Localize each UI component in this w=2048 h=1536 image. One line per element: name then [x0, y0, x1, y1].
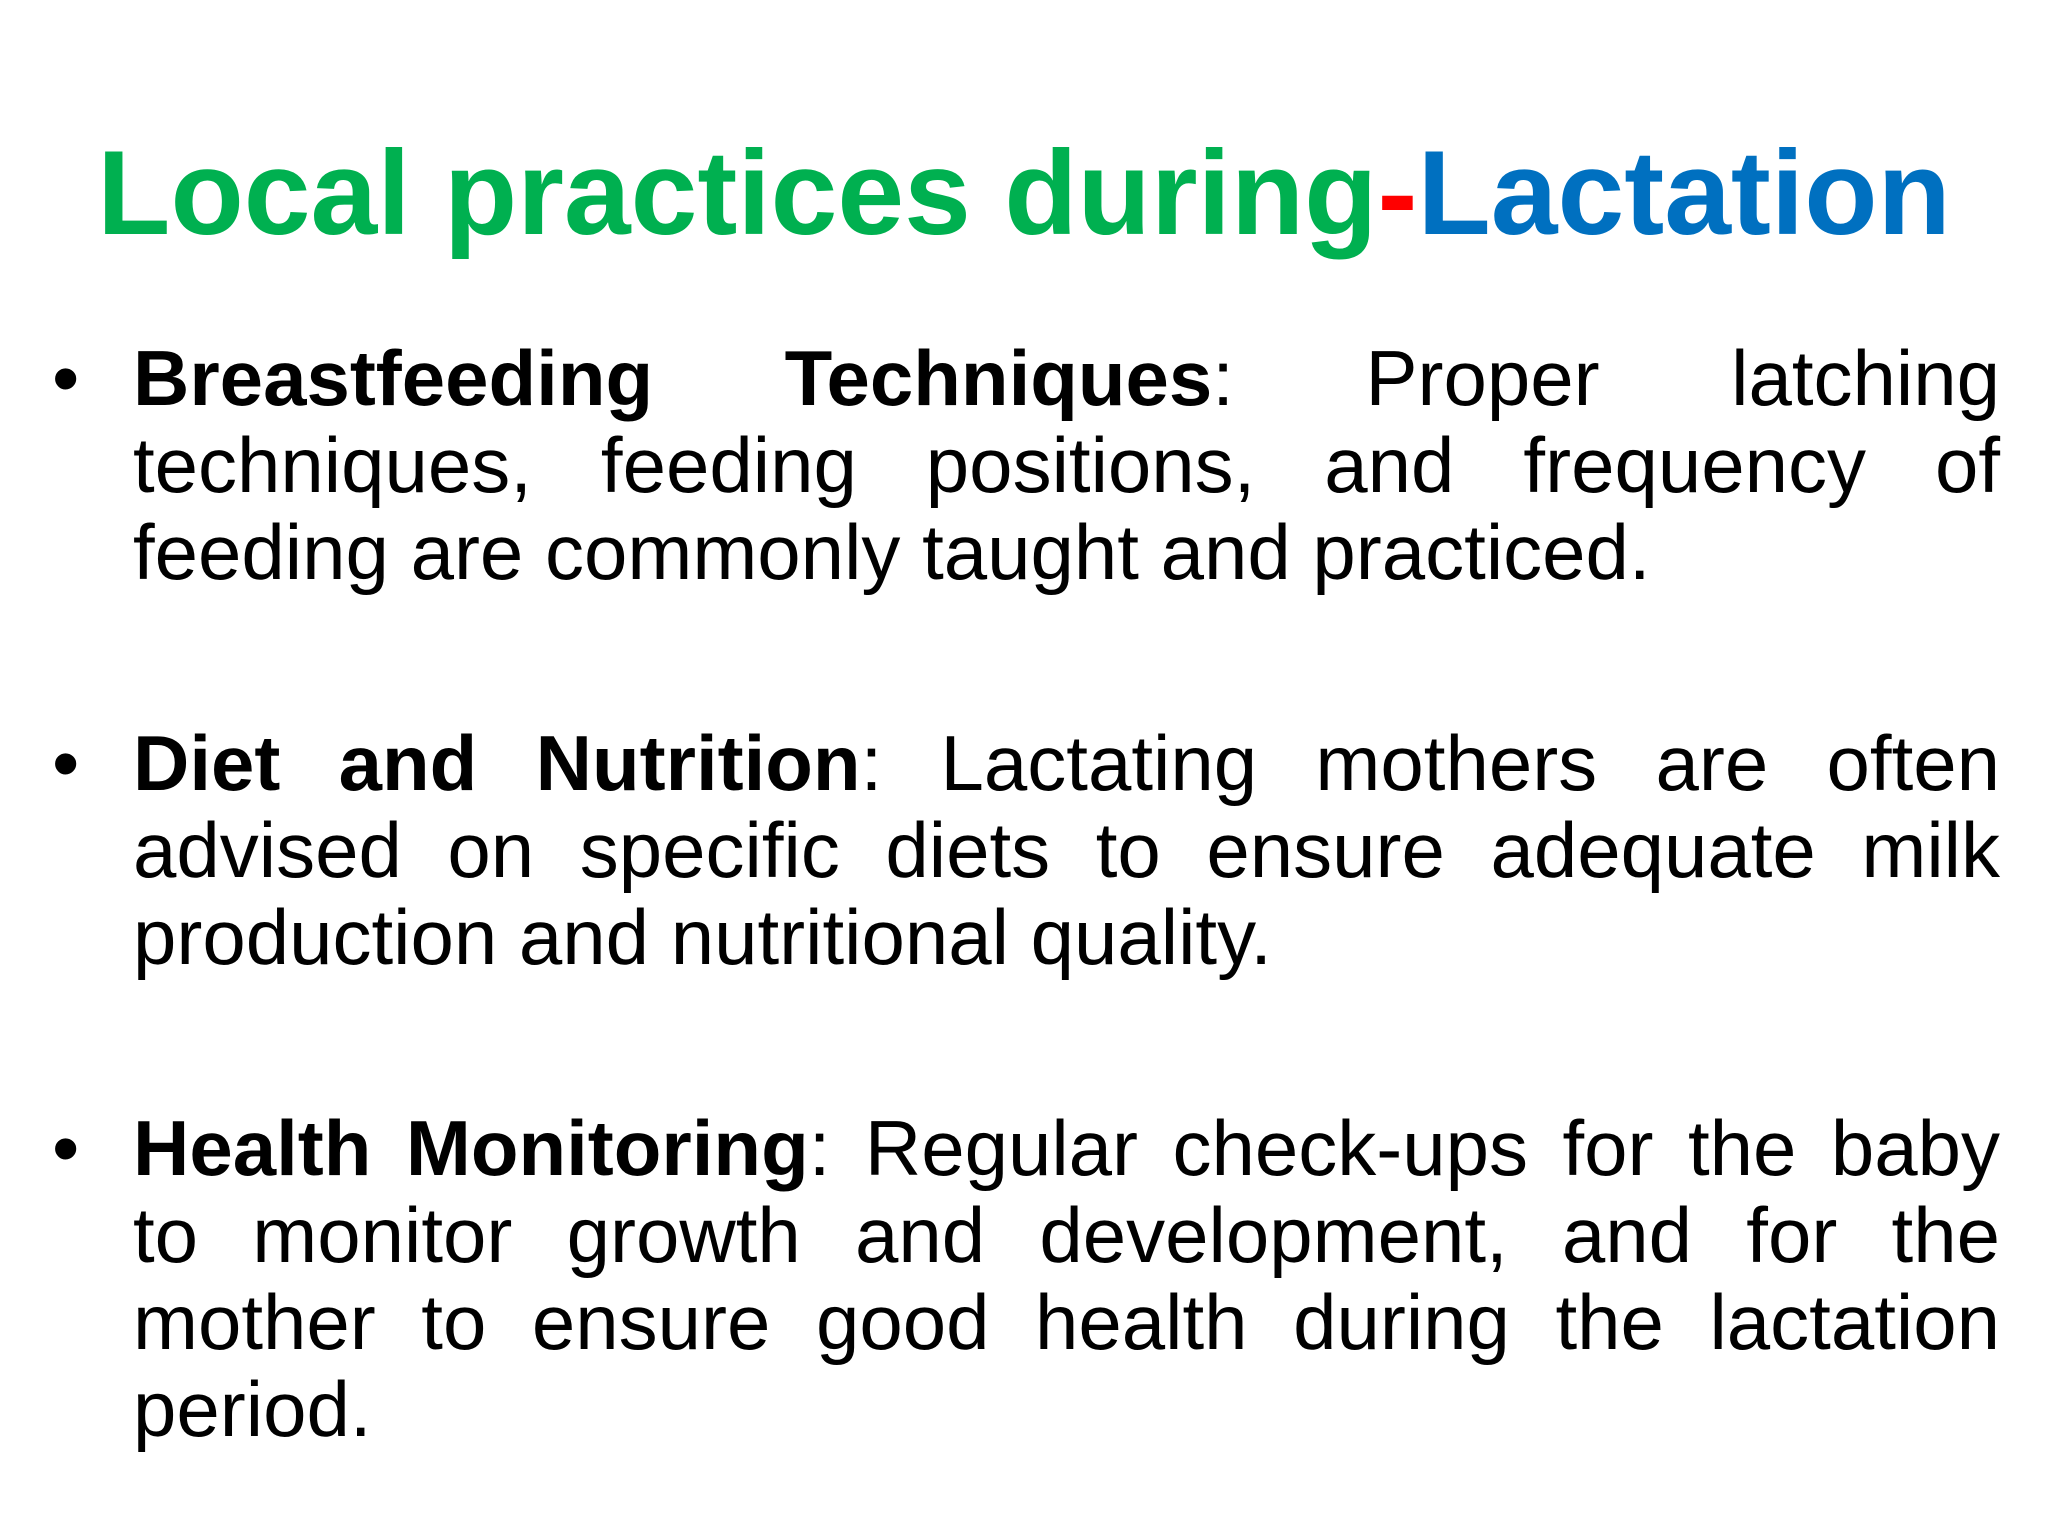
bullet-item-breastfeeding [50, 335, 2000, 596]
bullet-icon: • [52, 1104, 80, 1192]
bullet-colon: : [808, 1104, 831, 1192]
title-part-green: Local practices during [97, 126, 1378, 260]
bullet-term: Breastfeeding Techniques [133, 334, 1213, 422]
title-separator: - [1377, 126, 1418, 260]
title-part-blue: Lactation [1417, 126, 1951, 260]
bullet-term: Health Monitoring [133, 1104, 809, 1192]
bullet-list [50, 335, 2000, 1453]
bullet-colon: : [1212, 334, 1234, 422]
bullet-colon: : [860, 719, 883, 807]
bullet-text: Regular check-ups for the baby to monitor growth and development, and for the mother to ensure good health during the lactation period. [133, 1104, 2000, 1453]
slide-title [0, 128, 2048, 258]
bullet-icon: • [52, 334, 80, 422]
bullet-item-diet [50, 720, 2000, 981]
bullet-text: Proper latching techniques, feeding positions, and frequency of feeding are commonly taught and practiced. [133, 334, 2000, 596]
bullet-text: Lactating mothers are often advised on specific diets to ensure adequate milk production and nutritional quality. [133, 719, 2001, 981]
bullet-item-health [50, 1105, 2000, 1453]
bullet-term: Diet and Nutrition [133, 719, 861, 807]
bullet-icon: • [52, 719, 80, 807]
